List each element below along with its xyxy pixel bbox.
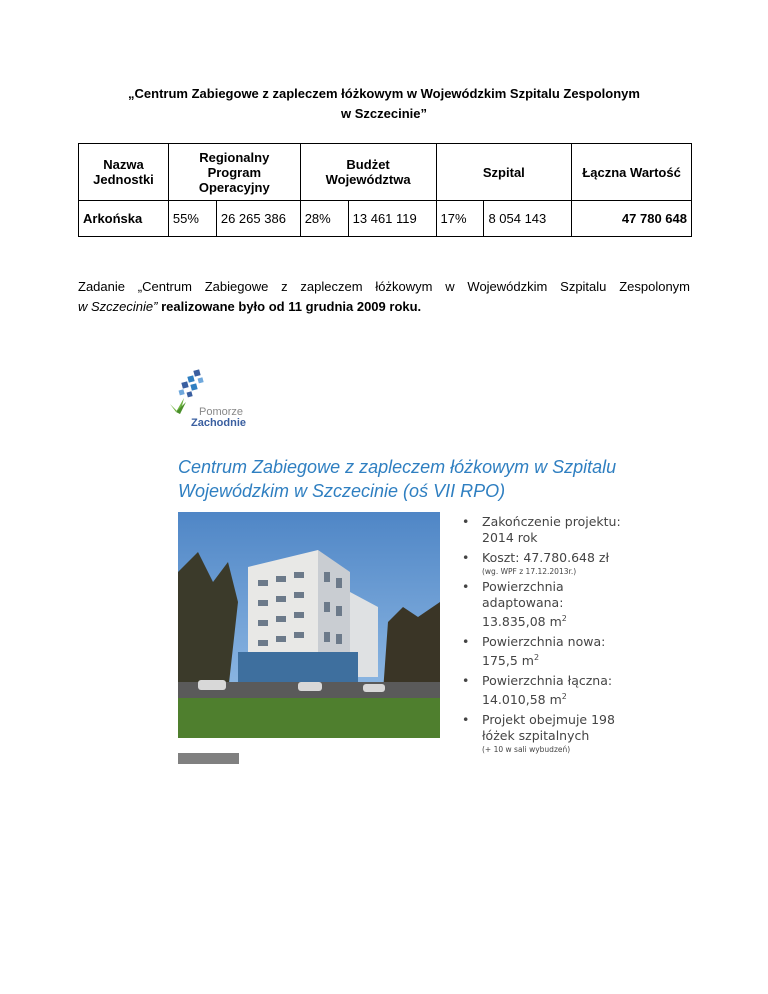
slide-title: [178, 455, 648, 503]
list-item: • Koszt: 47.780.648 zł: [462, 550, 610, 565]
paragraph-line2: [78, 297, 690, 317]
cell-budget-percent: 28%: [300, 201, 348, 237]
table-row: [79, 201, 692, 237]
list-item-note: (wg. WPF z 17.12.2013r.): [482, 567, 577, 576]
list-item: • Powierzchnia adaptowana: 13.835,08 $m^2$: [462, 579, 567, 630]
list-item: • Powierzchnia łączna: 14.010,58 $m^2$: [462, 673, 613, 708]
list-item: • Zakończenie projektu: 2014 rok: [462, 514, 621, 545]
slide-title-line2: Wojewódzkim w Szczecinie (oś VII RPO): [178, 481, 506, 501]
list-item: • Projekt obejmuje 198 łóżek szpitalnych: [462, 712, 615, 744]
header-cell-rpo: Regionalny Program Operacyjny: [168, 144, 300, 201]
bullet-icon: •: [462, 514, 470, 529]
header-cell-budget: Budżet Województwa: [300, 144, 436, 201]
bullet-icon: •: [462, 673, 470, 689]
cell-hospital-value: 8 054 143: [484, 201, 572, 237]
document-title-line2: w Szczecinie”: [341, 106, 427, 121]
hospital-building-photo: [178, 512, 440, 738]
slide-title-line1: Centrum Zabiegowe z zapleczem łóżkowym w Szpitalu: [178, 457, 617, 477]
bullet-icon: •: [462, 712, 470, 728]
description-paragraph: [78, 277, 690, 317]
list-item: • Powierzchnia nowa: 175,5 $m^2$: [462, 634, 606, 669]
logo-text-pomorze: Pomorze: [199, 406, 244, 418]
bullet-icon: •: [462, 634, 470, 650]
paragraph-line1: Zadanie „Centrum Zabiegowe z zapleczem łóżkowym w Wojewódzkim Szpitalu Zespolonym: [78, 279, 690, 294]
project-facts-list: [462, 514, 672, 757]
list-item-note: (+ 10 w sali wybudzeń): [482, 745, 571, 755]
gray-bar: [178, 753, 239, 764]
funding-table: [78, 143, 692, 237]
header-cell-total: Łączna Wartość: [572, 144, 692, 201]
bullet-icon: •: [462, 579, 470, 594]
document-title-line1: „Centrum Zabiegowe z zapleczem łóżkowym w Wojewódzkim Szpitalu Zespolonym: [128, 86, 640, 101]
table-header-row: [79, 144, 692, 201]
cell-rpo-value: 26 265 386: [216, 201, 300, 237]
bullet-icon: •: [462, 550, 470, 565]
cell-name: Arkońska: [79, 201, 169, 237]
cell-budget-value: 13 461 119: [348, 201, 436, 237]
header-cell-name: Nazwa Jednostki: [79, 144, 169, 201]
header-cell-hospital: Szpital: [436, 144, 572, 201]
paragraph-italic-part: w Szczecinie”: [78, 299, 158, 314]
cell-hospital-percent: 17%: [436, 201, 484, 237]
cell-rpo-percent: 55%: [168, 201, 216, 237]
cell-total: 47 780 648: [572, 201, 692, 237]
logo-text-zachodnie: Zachodnie: [191, 417, 247, 429]
paragraph-bold-part: realizowane było od 11 grudnia 2009 roku.: [157, 299, 422, 314]
